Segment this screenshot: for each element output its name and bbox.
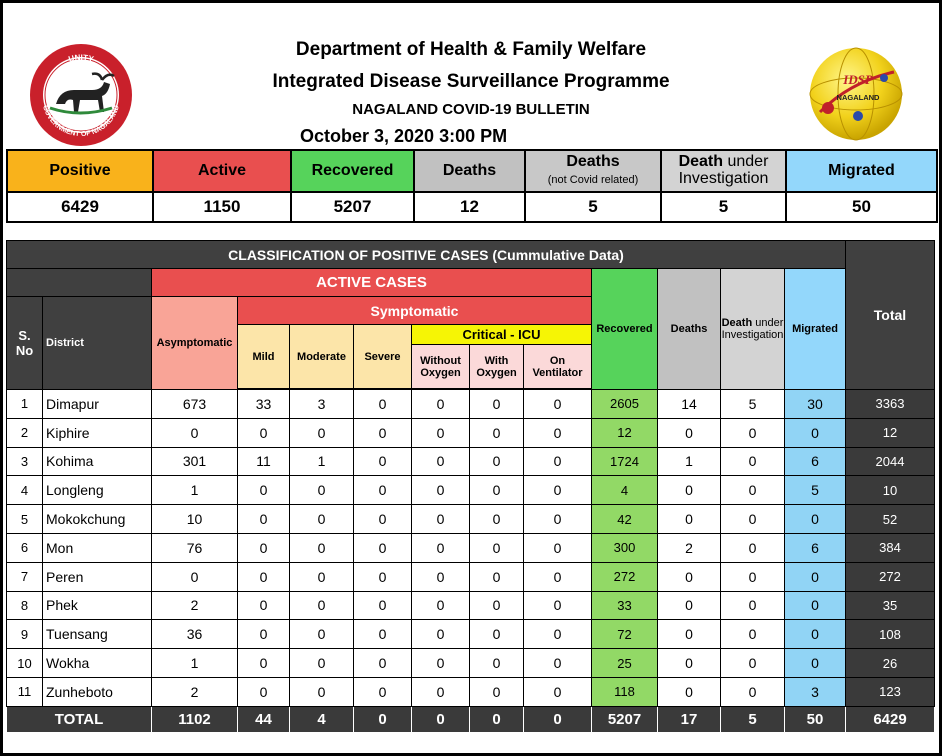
row-severe: 0 [354, 476, 412, 505]
row-without-oxygen: 0 [412, 418, 470, 447]
row-on-ventilator: 0 [524, 649, 592, 678]
total-without-oxygen: 0 [412, 706, 470, 732]
row-without-oxygen: 0 [412, 677, 470, 706]
row-death-investigation: 0 [721, 649, 785, 678]
col-header-asymptomatic: Asymptomatic [152, 297, 238, 390]
without-oxygen-line2: Oxygen [420, 366, 461, 379]
row-district: Peren [43, 562, 152, 591]
total-mild: 44 [238, 706, 290, 732]
row-with-oxygen: 0 [470, 649, 524, 678]
idsp-logo-text: IDSP [843, 72, 873, 87]
row-asymptomatic: 2 [152, 677, 238, 706]
row-moderate: 0 [290, 591, 354, 620]
row-moderate: 3 [290, 390, 354, 419]
table-row [7, 447, 935, 476]
row-moderate: 0 [290, 649, 354, 678]
recovered-label: Recovered [291, 150, 414, 192]
row-on-ventilator: 0 [524, 418, 592, 447]
row-death-investigation: 0 [721, 447, 785, 476]
row-deaths: 0 [658, 620, 721, 649]
migrated-label: Migrated [786, 150, 937, 192]
row-on-ventilator: 0 [524, 677, 592, 706]
with-oxygen-line2: Oxygen [476, 366, 517, 379]
col-header-severe: Severe [354, 325, 412, 389]
row-on-ventilator: 0 [524, 390, 592, 419]
row-without-oxygen: 0 [412, 505, 470, 534]
row-recovered: 118 [592, 677, 658, 706]
row-on-ventilator: 0 [524, 591, 592, 620]
table-row [7, 505, 935, 534]
without-oxygen-line1: Without [420, 354, 461, 367]
row-migrated: 5 [785, 476, 846, 505]
symptomatic-header: Symptomatic [238, 297, 592, 325]
department-title: Department of Health & Family Welfare [295, 39, 647, 60]
row-without-oxygen: 0 [412, 476, 470, 505]
row-district: Wokha [43, 649, 152, 678]
row-total: 3363 [846, 390, 935, 419]
row-migrated: 30 [785, 390, 846, 419]
row-with-oxygen: 0 [470, 677, 524, 706]
total-grand: 6429 [846, 706, 935, 732]
death-investigation-word-death: Death [678, 153, 724, 171]
row-moderate: 0 [290, 533, 354, 562]
death-investigation-label [661, 150, 786, 192]
row-deaths: 0 [658, 649, 721, 678]
row-district: Mon [43, 533, 152, 562]
total-asymptomatic: 1102 [152, 706, 238, 732]
row-recovered: 4 [592, 476, 658, 505]
row-death-investigation: 0 [721, 533, 785, 562]
row-severe: 0 [354, 533, 412, 562]
row-recovered: 12 [592, 418, 658, 447]
row-deaths: 0 [658, 591, 721, 620]
active-value: 1150 [153, 192, 291, 222]
bulletin-date: October 3, 2020 3:00 PM [300, 126, 508, 146]
row-with-oxygen: 0 [470, 591, 524, 620]
total-with-oxygen: 0 [470, 706, 524, 732]
header-investigation-word-investigation: Investigation [721, 329, 784, 341]
row-without-oxygen: 0 [412, 390, 470, 419]
row-asymptomatic: 301 [152, 447, 238, 476]
row-severe: 0 [354, 418, 412, 447]
row-mild: 0 [238, 591, 290, 620]
row-death-investigation: 0 [721, 418, 785, 447]
row-deaths: 0 [658, 505, 721, 534]
row-mild: 0 [238, 476, 290, 505]
row-severe: 0 [354, 591, 412, 620]
table-row [7, 533, 935, 562]
row-total: 123 [846, 677, 935, 706]
row-moderate: 0 [290, 562, 354, 591]
row-mild: 0 [238, 505, 290, 534]
row-migrated: 0 [785, 591, 846, 620]
row-total: 52 [846, 505, 935, 534]
critical-icu-header: Critical - ICU [412, 325, 592, 345]
row-deaths: 0 [658, 677, 721, 706]
row-death-investigation: 0 [721, 476, 785, 505]
total-moderate: 4 [290, 706, 354, 732]
table-row [7, 562, 935, 591]
summary-table [6, 149, 938, 223]
row-severe: 0 [354, 620, 412, 649]
row-total: 10 [846, 476, 935, 505]
row-on-ventilator: 0 [524, 476, 592, 505]
table-row [7, 591, 935, 620]
row-total: 2044 [846, 447, 935, 476]
col-header-mild: Mild [238, 325, 290, 389]
row-recovered: 25 [592, 649, 658, 678]
death-investigation-word-investigation: Investigation [678, 170, 769, 187]
col-header-without-oxygen [412, 345, 470, 389]
row-with-oxygen: 0 [470, 533, 524, 562]
row-moderate: 1 [290, 447, 354, 476]
row-death-investigation: 5 [721, 390, 785, 419]
row-moderate: 0 [290, 505, 354, 534]
row-mild: 0 [238, 533, 290, 562]
col-header-moderate: Moderate [290, 325, 354, 389]
row-sno: 11 [7, 677, 43, 706]
death-investigation-value: 5 [661, 192, 786, 222]
row-moderate: 0 [290, 677, 354, 706]
row-sno: 9 [7, 620, 43, 649]
row-migrated: 3 [785, 677, 846, 706]
active-cases-header: ACTIVE CASES [152, 269, 592, 297]
row-severe: 0 [354, 505, 412, 534]
row-deaths: 0 [658, 562, 721, 591]
row-with-oxygen: 0 [470, 620, 524, 649]
col-header-sno [7, 297, 43, 390]
seal-bottom-text: GOVERNMENT OF NAGALAND [41, 104, 121, 139]
row-without-oxygen: 0 [412, 533, 470, 562]
row-mild: 0 [238, 677, 290, 706]
row-total: 272 [846, 562, 935, 591]
row-deaths: 2 [658, 533, 721, 562]
row-deaths: 1 [658, 447, 721, 476]
row-migrated: 0 [785, 562, 846, 591]
row-with-oxygen: 0 [470, 562, 524, 591]
death-investigation-word-under: under [727, 153, 769, 171]
row-with-oxygen: 0 [470, 505, 524, 534]
table-row [7, 649, 935, 678]
total-recovered: 5207 [592, 706, 658, 732]
row-migrated: 0 [785, 620, 846, 649]
row-moderate: 0 [290, 476, 354, 505]
row-with-oxygen: 0 [470, 447, 524, 476]
row-mild: 0 [238, 649, 290, 678]
row-asymptomatic: 0 [152, 562, 238, 591]
row-recovered: 1724 [592, 447, 658, 476]
total-severe: 0 [354, 706, 412, 732]
deaths-label: Deaths [414, 150, 525, 192]
total-deaths: 17 [658, 706, 721, 732]
sno-label-line1: S. [18, 328, 31, 343]
row-asymptomatic: 673 [152, 390, 238, 419]
row-with-oxygen: 0 [470, 418, 524, 447]
row-asymptomatic: 1 [152, 476, 238, 505]
sno-label-line2: No [15, 343, 34, 358]
row-district: Kohima [43, 447, 152, 476]
programme-title: Integrated Disease Surveillance Programme [272, 71, 670, 92]
bulletin-title: NAGALAND COVID-19 BULLETIN [352, 101, 590, 118]
row-recovered: 33 [592, 591, 658, 620]
row-sno: 3 [7, 447, 43, 476]
row-total: 12 [846, 418, 935, 447]
row-sno: 6 [7, 533, 43, 562]
total-label: TOTAL [7, 706, 152, 732]
row-mild: 0 [238, 418, 290, 447]
row-asymptomatic: 1 [152, 649, 238, 678]
row-district: Kiphire [43, 418, 152, 447]
on-ventilator-line2: Ventilator [532, 366, 583, 379]
row-asymptomatic: 10 [152, 505, 238, 534]
table-row [7, 418, 935, 447]
row-sno: 1 [7, 390, 43, 419]
col-header-on-ventilator [524, 345, 592, 389]
row-death-investigation: 0 [721, 505, 785, 534]
on-ventilator-line1: On [549, 354, 566, 367]
row-recovered: 272 [592, 562, 658, 591]
row-without-oxygen: 0 [412, 591, 470, 620]
row-deaths: 0 [658, 476, 721, 505]
total-death-investigation: 5 [721, 706, 785, 732]
row-total: 35 [846, 591, 935, 620]
row-district: Zunheboto [43, 677, 152, 706]
row-moderate: 0 [290, 418, 354, 447]
district-rows [7, 390, 935, 707]
row-total: 384 [846, 533, 935, 562]
header-investigation-word-death: Death [721, 317, 753, 329]
row-severe: 0 [354, 677, 412, 706]
deaths-other-label [525, 150, 661, 192]
table-row [7, 390, 935, 419]
row-with-oxygen: 0 [470, 390, 524, 419]
deaths-value: 12 [414, 192, 525, 222]
deaths-other-title: Deaths [566, 153, 620, 171]
row-sno: 8 [7, 591, 43, 620]
row-migrated: 0 [785, 505, 846, 534]
total-on-ventilator: 0 [524, 706, 592, 732]
deaths-other-value: 5 [525, 192, 661, 222]
row-on-ventilator: 0 [524, 505, 592, 534]
col-header-with-oxygen [470, 345, 524, 389]
nagaland-government-seal-icon [28, 42, 134, 148]
row-severe: 0 [354, 447, 412, 476]
row-on-ventilator: 0 [524, 562, 592, 591]
col-header-district: District [43, 297, 152, 390]
table-row [7, 677, 935, 706]
col-header-recovered: Recovered [592, 269, 658, 390]
row-sno: 10 [7, 649, 43, 678]
col-header-migrated: Migrated [785, 269, 846, 390]
row-recovered: 2605 [592, 390, 658, 419]
row-asymptomatic: 76 [152, 533, 238, 562]
row-without-oxygen: 0 [412, 649, 470, 678]
row-mild: 33 [238, 390, 290, 419]
header-investigation-word-under: under [755, 317, 784, 329]
table-row [7, 476, 935, 505]
row-total: 26 [846, 649, 935, 678]
row-asymptomatic: 36 [152, 620, 238, 649]
row-severe: 0 [354, 562, 412, 591]
classification-table [6, 240, 935, 733]
row-severe: 0 [354, 390, 412, 419]
row-deaths: 14 [658, 390, 721, 419]
recovered-value: 5207 [291, 192, 414, 222]
col-header-death-investigation [721, 269, 785, 390]
row-migrated: 0 [785, 649, 846, 678]
positive-label: Positive [7, 150, 153, 192]
row-on-ventilator: 0 [524, 620, 592, 649]
row-district: Dimapur [43, 390, 152, 419]
row-asymptomatic: 0 [152, 418, 238, 447]
row-sno: 7 [7, 562, 43, 591]
classification-title: CLASSIFICATION OF POSITIVE CASES (Cummulative Data) [7, 241, 846, 269]
row-without-oxygen: 0 [412, 562, 470, 591]
row-sno: 2 [7, 418, 43, 447]
row-death-investigation: 0 [721, 620, 785, 649]
row-sno: 4 [7, 476, 43, 505]
idsp-nagaland-logo-icon [806, 44, 908, 144]
row-on-ventilator: 0 [524, 533, 592, 562]
row-mild: 0 [238, 562, 290, 591]
total-row [7, 706, 935, 732]
row-severe: 0 [354, 649, 412, 678]
migrated-value: 50 [786, 192, 937, 222]
row-district: Mokokchung [43, 505, 152, 534]
col-header-deaths: Deaths [658, 269, 721, 390]
idsp-logo-subtext: NAGALAND [836, 93, 880, 102]
deaths-other-note: (not Covid related) [547, 174, 639, 186]
row-mild: 11 [238, 447, 290, 476]
row-without-oxygen: 0 [412, 447, 470, 476]
row-recovered: 42 [592, 505, 658, 534]
row-migrated: 6 [785, 533, 846, 562]
bulletin-header [3, 3, 939, 149]
table-row [7, 620, 935, 649]
row-recovered: 72 [592, 620, 658, 649]
row-district: Longleng [43, 476, 152, 505]
row-migrated: 6 [785, 447, 846, 476]
row-with-oxygen: 0 [470, 476, 524, 505]
row-death-investigation: 0 [721, 591, 785, 620]
with-oxygen-line1: With [484, 354, 509, 367]
row-sno: 5 [7, 505, 43, 534]
row-death-investigation: 0 [721, 562, 785, 591]
row-on-ventilator: 0 [524, 447, 592, 476]
row-district: Tuensang [43, 620, 152, 649]
row-mild: 0 [238, 620, 290, 649]
row-death-investigation: 0 [721, 677, 785, 706]
row-without-oxygen: 0 [412, 620, 470, 649]
row-asymptomatic: 2 [152, 591, 238, 620]
row-migrated: 0 [785, 418, 846, 447]
row-total: 108 [846, 620, 935, 649]
col-header-total: Total [846, 241, 935, 390]
header-spacer [7, 269, 152, 297]
seal-top-text: UNITY [67, 52, 95, 64]
positive-value: 6429 [7, 192, 153, 222]
active-label: Active [153, 150, 291, 192]
row-moderate: 0 [290, 620, 354, 649]
row-recovered: 300 [592, 533, 658, 562]
row-district: Phek [43, 591, 152, 620]
total-migrated: 50 [785, 706, 846, 732]
row-deaths: 0 [658, 418, 721, 447]
